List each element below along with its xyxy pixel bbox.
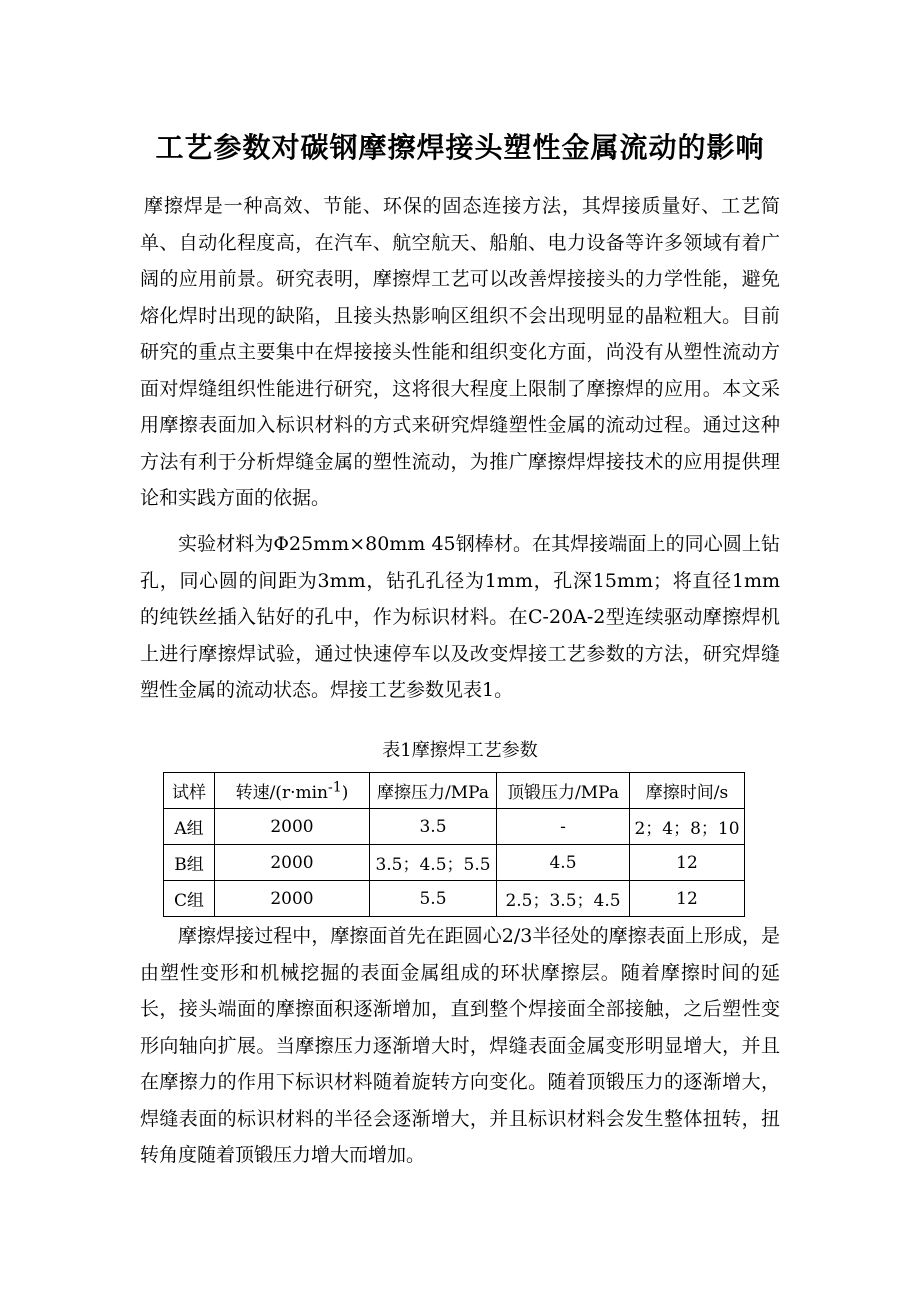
header-friction-pressure: 摩擦压力/MPa	[370, 773, 497, 809]
header-upset-pressure: 顶锻压力/MPa	[497, 773, 630, 809]
paragraph-materials: 实验材料为Φ25mm×80mm 45钢棒材。在其焊接端面上的同心圆上钻孔，同心圆的间距为3mm，钻孔孔径为1mm，孔深15mm；将直径1mm的纯铁丝插入钻好的孔中，作为标识材料。在C-20A-2型连续驱动摩擦焊机上进行摩擦焊试验，通过快速停车以及改变焊接工艺参数的方法，研究焊缝塑性金属的流动状态。焊接工艺参数见表1。	[140, 533, 780, 701]
cell-sample: B组	[164, 845, 215, 881]
cell-upset-pressure: 2.5；3.5；4.5	[497, 881, 630, 917]
header-speed-close: )	[341, 783, 349, 803]
paragraph-intro: 摩擦焊是一种高效、节能、环保的固态连接方法，其焊接质量好、工艺简单、自动化程度高，在汽车、航空航天、船舶、电力设备等许多领域有着广阔的应用前景。研究表明，摩擦焊工艺可以改善焊接接头的力学性能，避免熔化焊时出现的缺陷，且接头热影响区组织不会出现明显的晶粒粗大。目前研究的重点主要集中在焊接接头性能和组织变化方面，尚没有从塑性流动方面对焊缝组织性能进行研究，这将很大程度上限制了摩擦焊的应用。本文采用摩擦表面加入标识材料的方式来研究焊缝塑性金属的流动过程。通过这种方法有利于分析焊缝金属的塑性流动，为推广摩擦焊焊接技术的应用提供理论和实践方面的依据。	[140, 195, 780, 509]
table-row	[164, 881, 745, 917]
cell-speed: 2000	[215, 809, 370, 845]
table-caption: 表1摩擦焊工艺参数	[382, 740, 538, 761]
cell-upset-pressure: 4.5	[497, 845, 630, 881]
table-row	[164, 845, 745, 881]
cell-friction-pressure: 5.5	[370, 881, 497, 917]
cell-friction-pressure: 3.5	[370, 809, 497, 845]
table-header-row	[164, 773, 745, 809]
header-speed	[215, 773, 370, 809]
header-friction-time: 摩擦时间/s	[630, 773, 745, 809]
document-title: 工艺参数对碳钢摩擦焊接头塑性金属流动的影响	[155, 131, 765, 164]
parameters-table	[163, 772, 745, 917]
cell-speed: 2000	[215, 881, 370, 917]
header-sample: 试样	[164, 773, 215, 809]
paragraph-results: 摩擦焊接过程中，摩擦面首先在距圆心2/3半径处的摩擦表面上形成，是由塑性变形和机械挖掘的表面金属组成的环状摩擦层。随着摩擦时间的延长，接头端面的摩擦面积逐渐增加，直到整个焊接面全部接触，之后塑性变形向轴向扩展。当摩擦压力逐渐增大时，焊缝表面金属变形明显增大，并且在摩擦力的作用下标识材料随着旋转方向变化。随着顶锻压力的逐渐增大，焊缝表面的标识材料的半径会逐渐增大，并且标识材料会发生整体扭转，扭转角度随着顶锻压力增大而增加。	[140, 925, 780, 1166]
table-row	[164, 809, 745, 845]
cell-sample: A组	[164, 809, 215, 845]
cell-upset-pressure: -	[497, 809, 630, 845]
cell-friction-time: 12	[630, 881, 745, 917]
cell-speed: 2000	[215, 845, 370, 881]
header-speed-text: 转速/(r·min	[235, 783, 328, 803]
cell-friction-time: 2；4；8；10	[630, 809, 745, 845]
cell-friction-pressure: 3.5；4.5；5.5	[370, 845, 497, 881]
cell-friction-time: 12	[630, 845, 745, 881]
cell-sample: C组	[164, 881, 215, 917]
header-speed-sup: -1	[327, 779, 342, 796]
